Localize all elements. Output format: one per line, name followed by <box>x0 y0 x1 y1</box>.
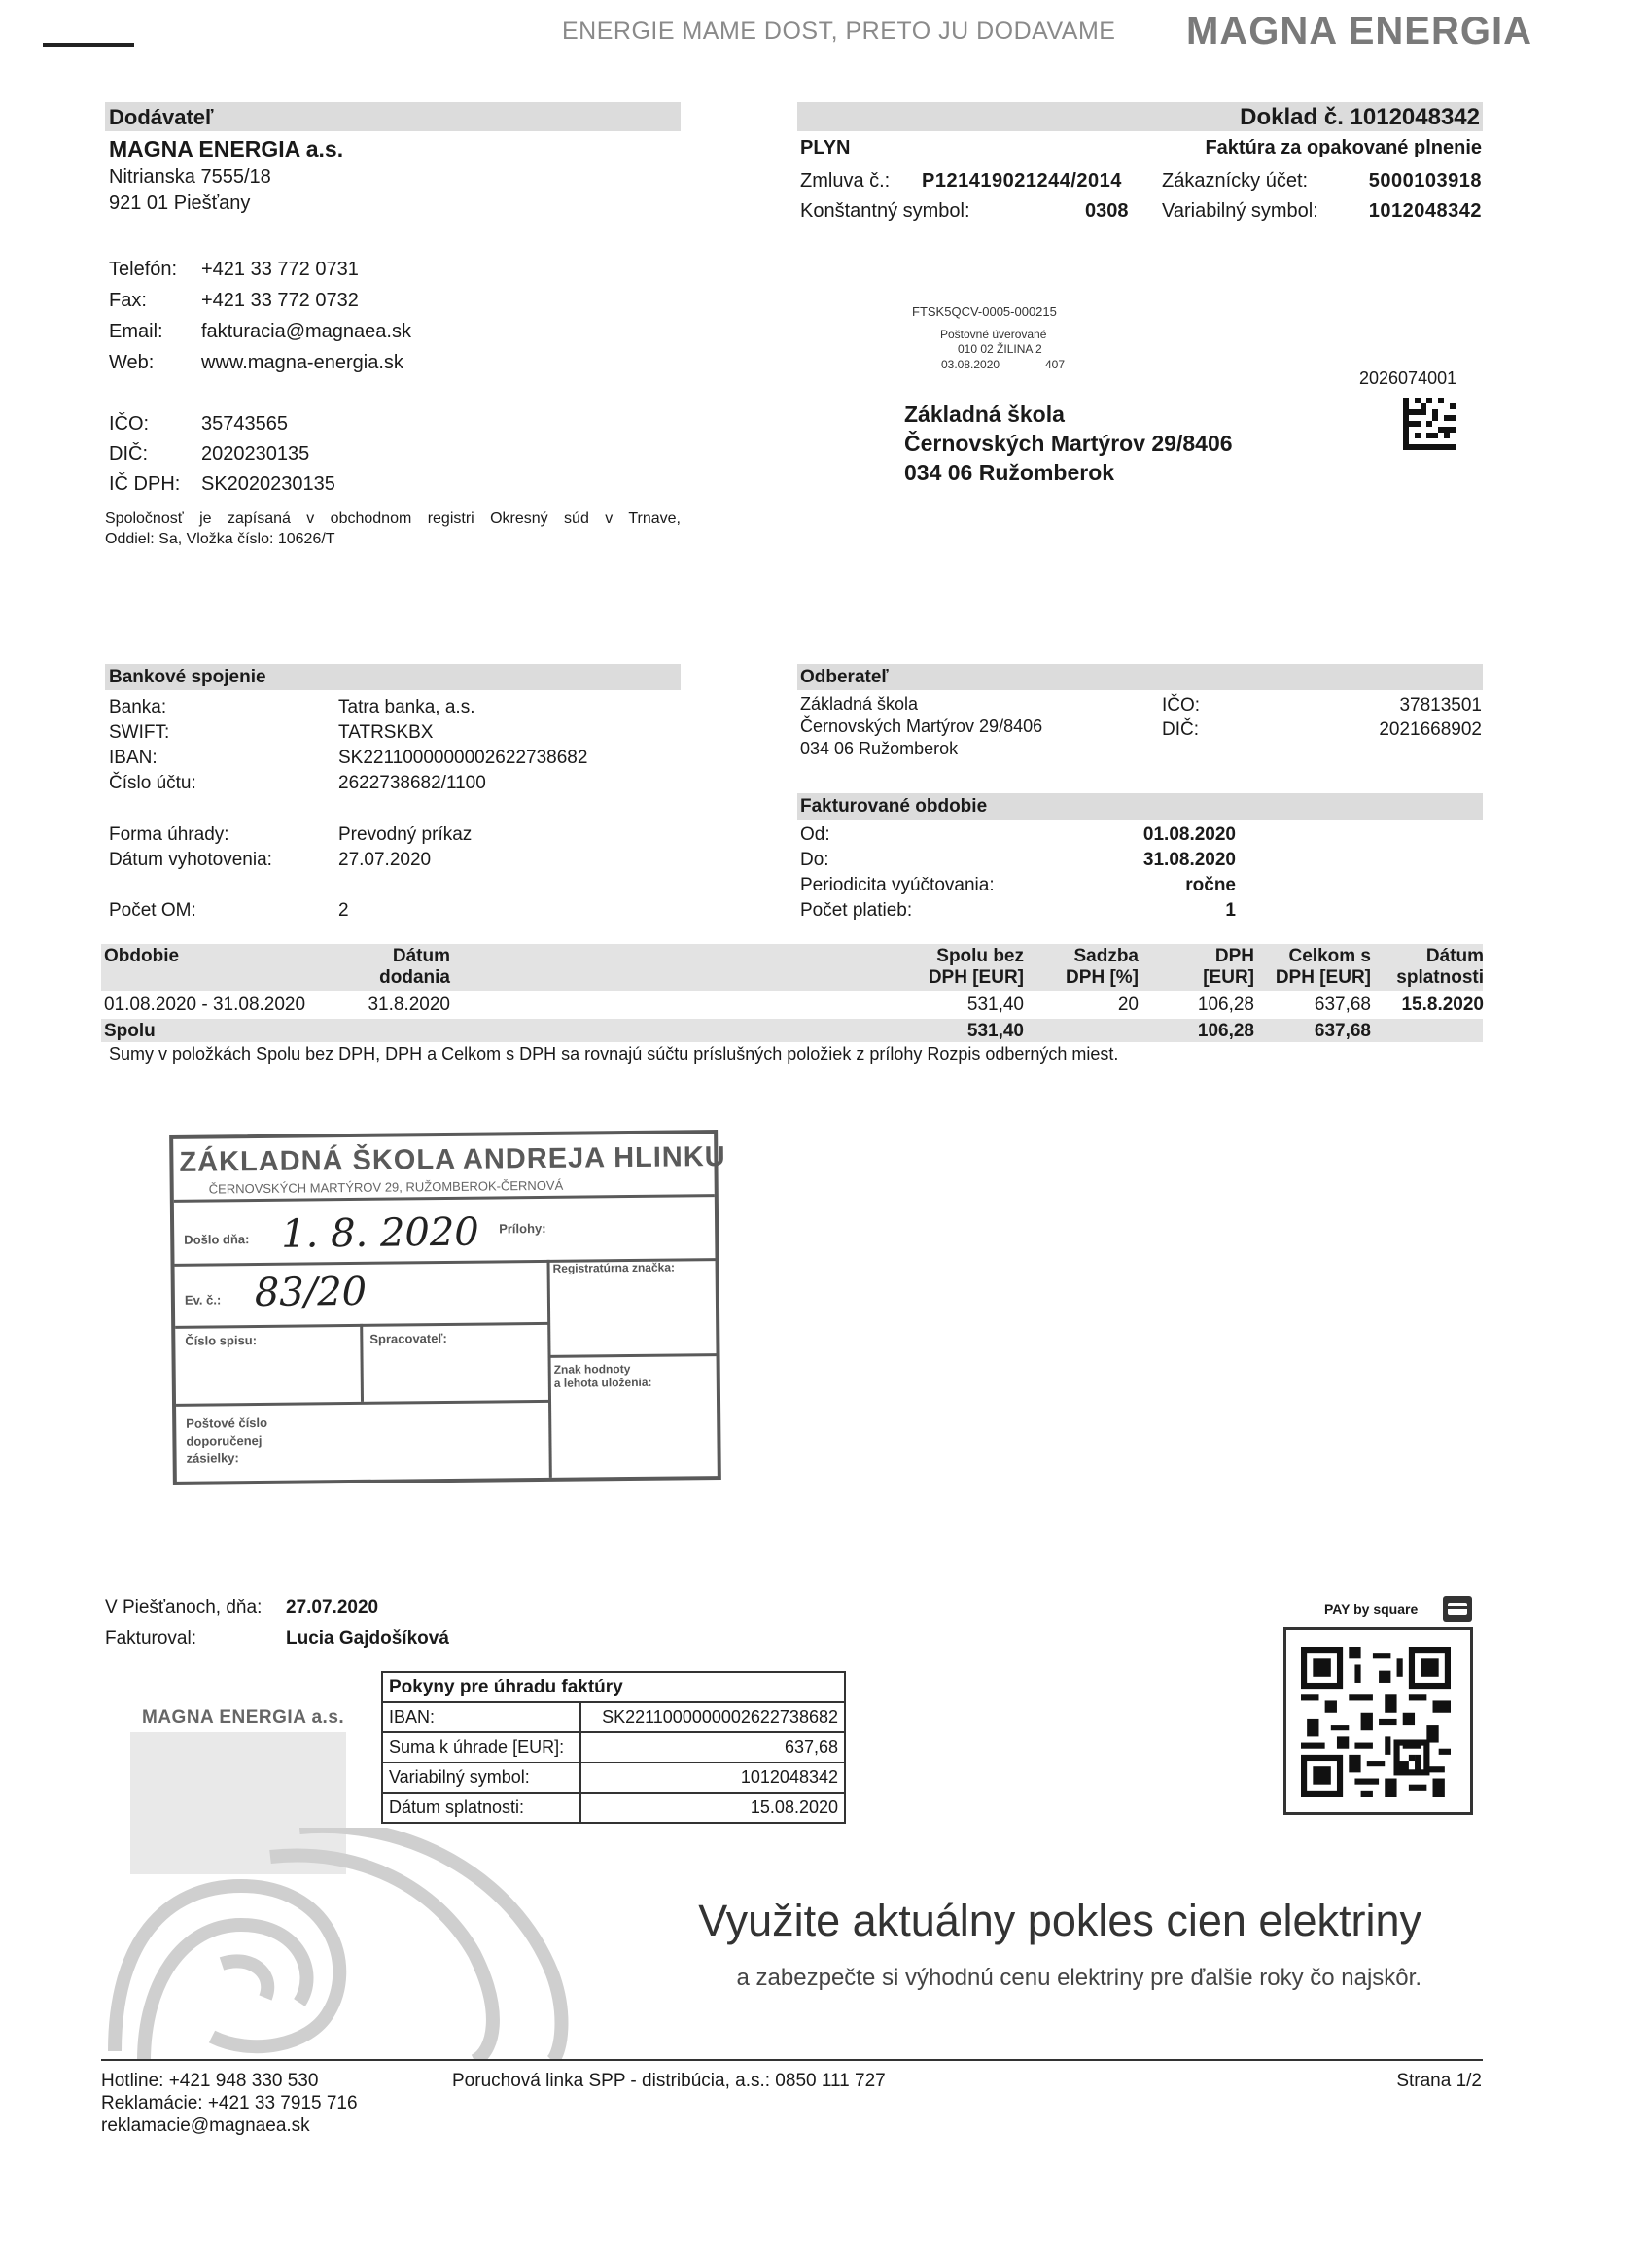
registry-line1: Spoločnosť je zapísaná v obchodnom registri Okresný súd v Trnave, <box>105 510 681 527</box>
col-net: Spolu bez DPH [EUR] <box>928 946 1024 988</box>
postal-date: 03.08.2020 <box>941 358 1000 371</box>
invoiced-by: Lucia Gajdošíková <box>286 1628 449 1649</box>
qr-frame-top <box>1283 1627 1473 1630</box>
customer-heading-bar <box>797 664 1483 690</box>
promo-subline: a zabezpečte si výhodnú cenu elektriny pre ďalšie roky čo najskôr. <box>736 1965 1421 1991</box>
var-symbol: 1012048342 <box>1368 200 1482 222</box>
col-delivery: Dátum dodania <box>379 946 450 988</box>
row-due: 15.8.2020 <box>1401 994 1484 1015</box>
customer-street: Černovských Martýrov 29/8406 <box>800 716 1043 736</box>
postal-num: 407 <box>1045 358 1066 371</box>
pay-row-amount: Suma k úhrade [EUR]: 637,68 <box>382 1732 845 1762</box>
footer-page: Strana 1/2 <box>1396 2071 1482 2091</box>
bank-row-bank: Banka: Tatra banka, a.s. <box>109 697 475 717</box>
header-tagline: ENERGIE MAME DOST, PRETO JU DODAVAME <box>562 17 1116 45</box>
table-note: Sumy v položkách Spolu bez DPH, DPH a Celkom s DPH sa rovnajú súčtu príslušných položiek z prílohy Rozpis odberných miest. <box>109 1044 1119 1064</box>
customer-city: 034 06 Ružomberok <box>800 739 959 758</box>
id-dic: DIČ: 2020230135 <box>109 443 310 465</box>
footer-hotline: Hotline: +421 948 330 530 <box>101 2071 319 2091</box>
stamp-attachments-label: Prílohy: <box>499 1220 546 1237</box>
recipient-name: Základná škola <box>904 401 1065 427</box>
recipient-city: 034 06 Ružomberok <box>904 460 1115 485</box>
supplier-city: 921 01 Piešťany <box>109 192 251 214</box>
qr-frame-right <box>1470 1627 1473 1815</box>
footer-spp: Poruchová linka SPP - distribúcia, a.s.: 0850 111 727 <box>452 2071 886 2091</box>
pay-instructions <box>381 1671 846 1824</box>
customer-dic-label: DIČ: <box>1162 719 1199 740</box>
stamp-retention-label: Znak hodnoty a lehota uloženia: <box>553 1362 652 1390</box>
invoice-type: Faktúra za opakované plnenie <box>1205 137 1482 158</box>
sum-total: 637,68 <box>1314 1021 1371 1041</box>
contract-label: Zmluva č.: <box>800 170 891 192</box>
paybysquare-label: PAY by square <box>1324 1601 1419 1617</box>
stamp-registry-label: Registratúrna značka: <box>552 1260 676 1275</box>
supplier-heading: Dodávateľ <box>109 105 214 129</box>
row-total: 637,68 <box>1314 994 1371 1015</box>
col-rate: Sadzba DPH [%] <box>1066 946 1139 988</box>
customer-heading: Odberateľ <box>800 667 889 687</box>
supplier-street: Nitrianska 7555/18 <box>109 166 271 188</box>
customer-name: Základná škola <box>800 694 919 714</box>
period-to: 31.08.2020 <box>1142 850 1236 870</box>
sum-vat: 106,28 <box>1197 1021 1254 1041</box>
stamp-title: ZÁKLADNÁ ŠKOLA ANDREJA HLINKU <box>179 1140 726 1178</box>
receipt-stamp <box>169 1130 726 1485</box>
pay-heading: Pokyny pre úhradu faktúry <box>382 1672 845 1702</box>
periodicity-label: Periodicita vyúčtovania: <box>800 875 995 895</box>
row-rate: 20 <box>1117 994 1139 1015</box>
sum-net: 531,40 <box>966 1021 1024 1041</box>
contact-phone: Telefón: +421 33 772 0731 <box>109 259 359 280</box>
contact-web: Web: www.magna-energia.sk <box>109 352 403 373</box>
commodity: PLYN <box>800 137 851 158</box>
period-to-label: Do: <box>800 850 829 870</box>
var-symbol-label: Variabilný symbol: <box>1162 200 1318 222</box>
stamp-post-label: Poštové číslo doporučenej zásielky: <box>186 1414 268 1466</box>
datamatrix-icon <box>1403 396 1456 452</box>
id-icdph: IČ DPH: SK2020230135 <box>109 473 335 495</box>
brand-logo: MAGNA ENERGIA <box>1186 10 1532 52</box>
periodicity: ročne <box>1185 875 1236 895</box>
contact-email: Email: fakturacia@magnaea.sk <box>109 321 411 342</box>
supplier-ids <box>109 413 335 504</box>
contact-fax: Fax: +421 33 772 0732 <box>109 290 359 311</box>
row-vat: 106,28 <box>1197 994 1254 1015</box>
id-ico: IČO: 35743565 <box>109 413 288 435</box>
const-symbol-label: Konštantný symbol: <box>800 200 970 222</box>
pay-row-varsym: Variabilný symbol: 1012048342 <box>382 1762 845 1793</box>
postal-line2: 010 02 ŽILINA 2 <box>958 342 1042 356</box>
card-icon <box>1442 1595 1473 1622</box>
bank-row-swift: SWIFT: TATRSKBX <box>109 722 434 743</box>
stamp-subtitle: ČERNOVSKÝCH MARTÝROV 29, RUŽOMBEROK-ČERNOVÁ <box>208 1177 564 1197</box>
place-date: 27.07.2020 <box>286 1597 379 1618</box>
customer-ico-label: IČO: <box>1162 695 1201 715</box>
stamp-processor-label: Spracovateľ: <box>369 1330 447 1346</box>
col-total: Celkom s DPH [EUR] <box>1275 946 1371 988</box>
customer-account: 5000103918 <box>1368 170 1482 192</box>
scan-mark <box>43 43 134 47</box>
period-heading: Fakturované obdobie <box>800 796 988 817</box>
row-delivery: 31.8.2020 <box>368 994 450 1015</box>
om-row: Počet OM: 2 <box>109 900 349 921</box>
place-label: V Piešťanoch, dňa: <box>105 1597 263 1618</box>
postal-code: FTSK5QCV-0005-000215 <box>912 304 1057 319</box>
postal-line1: Poštovné úverované <box>940 328 1047 341</box>
registry-line2: Oddiel: Sa, Vložka číslo: 10626/T <box>105 531 335 547</box>
invoice-number: Doklad č. 1012048342 <box>1240 104 1480 130</box>
stamp-file-label: Číslo spisu: <box>185 1333 258 1348</box>
promo-headline: Využite aktuálny pokles cien elektriny <box>698 1896 1421 1945</box>
pay-row-due: Dátum splatnosti: 15.08.2020 <box>382 1793 845 1823</box>
pay-row-iban: IBAN: SK2211000000002622738682 <box>382 1702 845 1732</box>
customer-account-label: Zákaznícky účet: <box>1162 170 1309 192</box>
stamp-received-label: Došlo dňa: <box>184 1232 250 1247</box>
const-symbol: 0308 <box>1085 200 1129 222</box>
bank-heading: Bankové spojenie <box>109 667 266 687</box>
payments-label: Počet platieb: <box>800 900 913 921</box>
period-from-label: Od: <box>800 824 830 845</box>
col-period: Obdobie <box>104 946 180 966</box>
row-net: 531,40 <box>966 994 1024 1015</box>
supplier-name: MAGNA ENERGIA a.s. <box>109 136 344 161</box>
recipient-street: Černovských Martýrov 29/8406 <box>904 431 1233 456</box>
invoiced-label: Fakturoval: <box>105 1628 196 1649</box>
company-stamp-logo: MAGNA ENERGIA a.s. <box>142 1707 345 1727</box>
stamp-ev: 83/20 <box>254 1269 368 1316</box>
bank-row-account: Číslo účtu: 2622738682/1100 <box>109 773 486 793</box>
row-period: 01.08.2020 - 31.08.2020 <box>104 994 306 1015</box>
barcode-number: 2026074001 <box>1359 368 1457 388</box>
footer-divider <box>101 2059 1483 2061</box>
footer-email: reklamacie@magnaea.sk <box>101 2115 310 2136</box>
footer-complaints: Reklamácie: +421 33 7915 716 <box>101 2093 358 2113</box>
customer-dic: 2021668902 <box>1379 719 1482 740</box>
col-due: Dátum splatnosti <box>1396 946 1484 988</box>
qr-code-icon <box>1301 1647 1451 1797</box>
bank-row-iban: IBAN: SK2211000000002622738682 <box>109 748 588 768</box>
issue-date-row: Dátum vyhotovenia: 27.07.2020 <box>109 850 432 870</box>
supplier-contacts <box>109 259 411 383</box>
stamp-ev-label: Ev. č.: <box>184 1292 222 1308</box>
contract-number: P121419021244/2014 <box>922 170 1122 192</box>
payment-form-row: Forma úhrady: Prevodný príkaz <box>109 824 473 845</box>
period-from: 01.08.2020 <box>1142 824 1236 845</box>
swirl-decoration <box>105 1828 591 2061</box>
sum-label: Spolu <box>104 1021 156 1041</box>
bank-rows <box>109 697 587 798</box>
customer-ico: 37813501 <box>1399 695 1482 715</box>
col-vat: DPH [EUR] <box>1203 946 1254 988</box>
payments: 1 <box>1225 900 1236 921</box>
stamp-received: 1. 8. 2020 <box>280 1209 479 1257</box>
